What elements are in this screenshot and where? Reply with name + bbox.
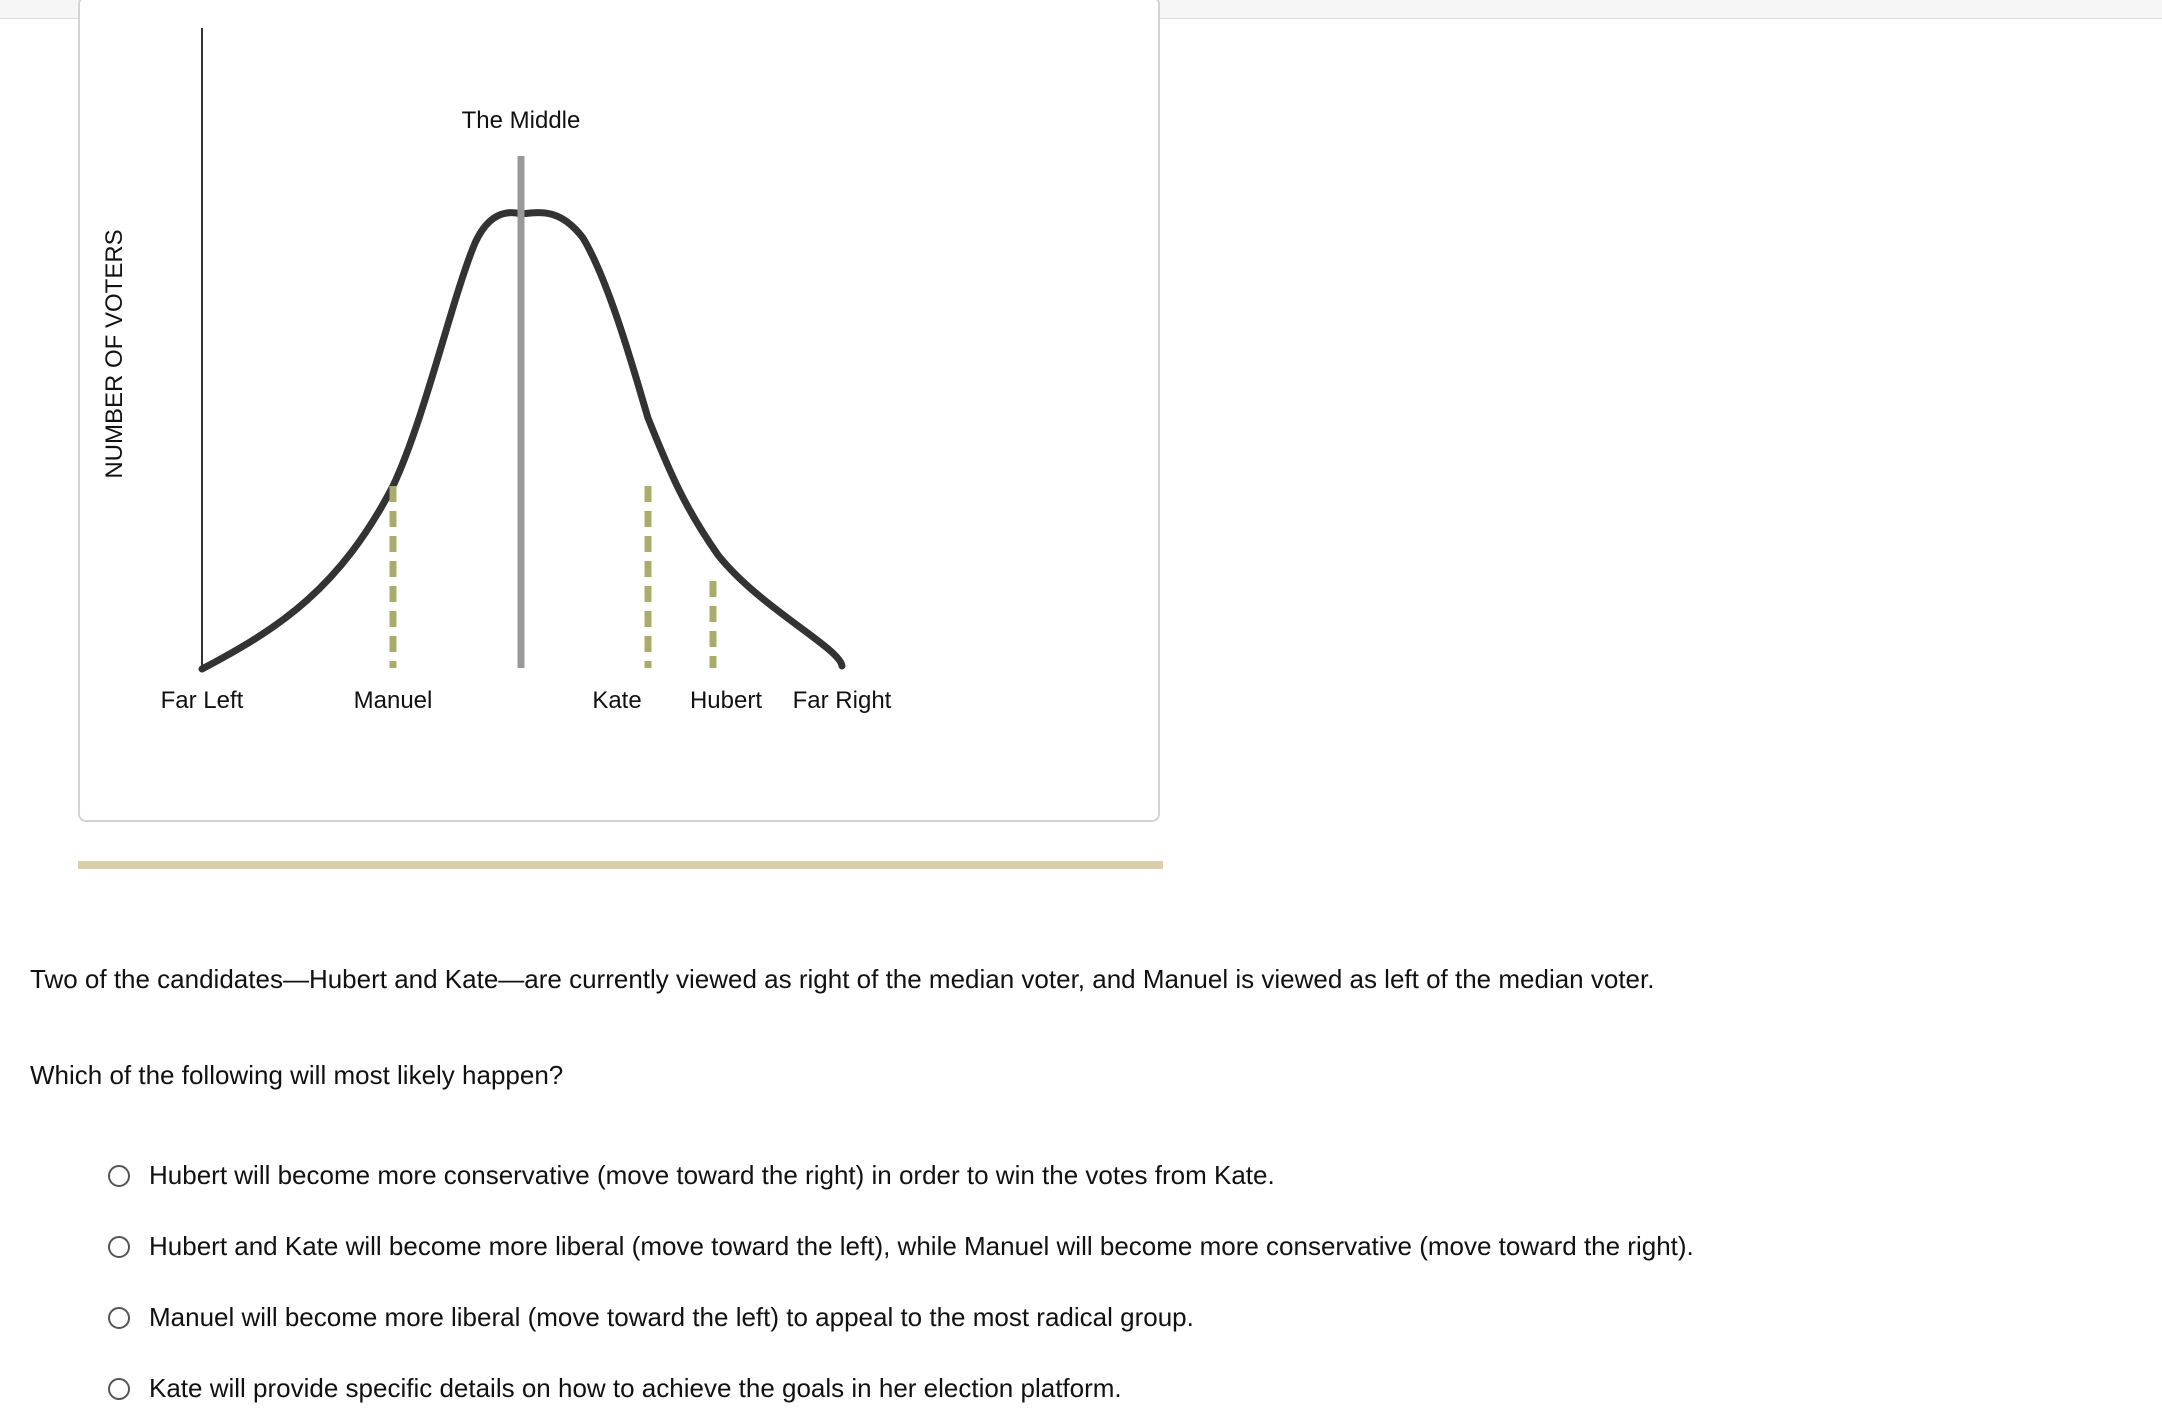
question-prompt: Which of the following will most likely happen? bbox=[30, 1060, 564, 1090]
answer-option-label: Manuel will become more liberal (move toward the left) to appeal to the most radical group. bbox=[149, 1302, 1194, 1332]
answer-option-2[interactable] bbox=[108, 1211, 1694, 1282]
median-voter-graph-panel bbox=[78, 0, 1160, 822]
manuel-label: Manuel bbox=[353, 687, 433, 714]
radio-button[interactable] bbox=[108, 1307, 130, 1329]
median-label: The Middle bbox=[461, 107, 581, 134]
answer-options bbox=[108, 1140, 1694, 1424]
section-divider bbox=[78, 861, 1163, 869]
answer-option-label: Hubert will become more conservative (move toward the right) in order to win the votes from Kate. bbox=[149, 1160, 1275, 1190]
answer-option-label: Kate will provide specific details on how to achieve the goals in her election platform. bbox=[149, 1373, 1122, 1403]
question-intro: Two of the candidates—Hubert and Kate—are currently viewed as right of the median voter, and Manuel is viewed as left of the median voter. bbox=[30, 964, 1655, 994]
far-left-label: Far Left bbox=[160, 687, 244, 714]
hubert-label: Hubert bbox=[689, 687, 763, 714]
answer-option-1[interactable] bbox=[108, 1140, 1694, 1211]
y-axis-label: NUMBER OF VOTERS bbox=[101, 229, 128, 479]
answer-option-3[interactable] bbox=[108, 1282, 1694, 1353]
far-right-label: Far Right bbox=[792, 687, 892, 714]
median-voter-graph bbox=[80, 0, 1162, 824]
radio-button[interactable] bbox=[108, 1378, 130, 1400]
kate-label: Kate bbox=[592, 687, 642, 714]
radio-button[interactable] bbox=[108, 1236, 130, 1258]
radio-button[interactable] bbox=[108, 1165, 130, 1187]
answer-option-4[interactable] bbox=[108, 1353, 1694, 1424]
answer-option-label: Hubert and Kate will become more liberal (move toward the left), while Manuel will become more conservative (move toward the right). bbox=[149, 1231, 1694, 1261]
